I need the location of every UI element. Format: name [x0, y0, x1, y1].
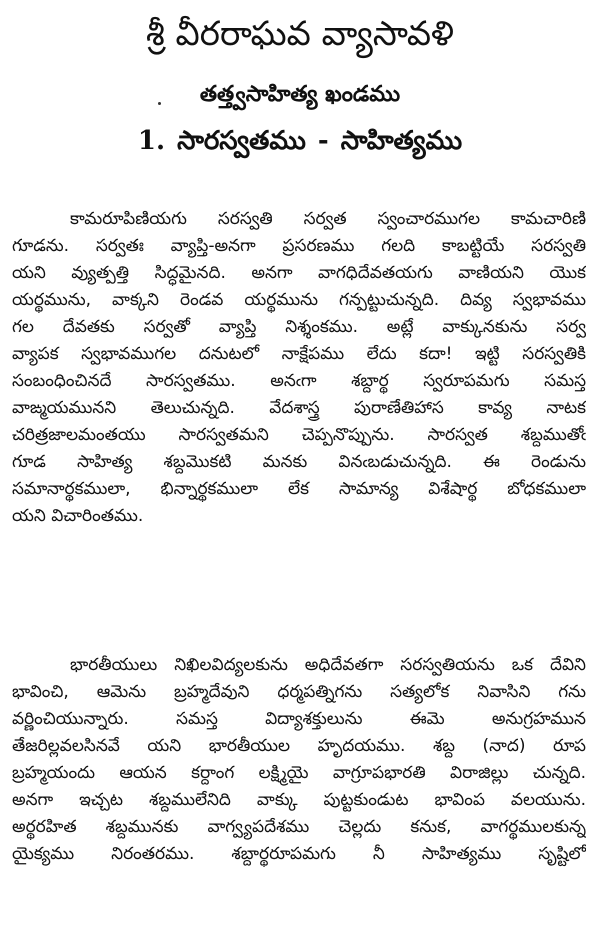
text-line: వర్ణించియున్నారు. సమస్త విద్యాశక్తులును ఈమె అనుగ్రహమున [12, 709, 586, 729]
text-line: భారతీయులు నిఖిలవిద్యలకును అధిదేవతగా సరస్వతియను ఒక దేవిని [70, 655, 586, 675]
paragraph-1 [12, 206, 586, 530]
chapter-title-left: సారస్వతము [177, 126, 306, 156]
chapter-heading [0, 122, 600, 160]
text-line: కామరూపిణియగు సరస్వతి సర్వత స్వంచారముగల కామచారిణి [70, 209, 586, 229]
text-line: సంబంధించినదే సారస్వతము. అనఁగా శబ్దార్థ స్వరూపమగు సమస్త [12, 371, 586, 391]
text-line: యర్థమును, వాక్కని రెండవ యర్థమును గన్పట్టుచున్నది. దివ్య స్వభావము [12, 290, 586, 310]
book-title: శ్రీ వీరరాఘవ వ్యాసావళి [146, 14, 454, 54]
chapter-title-right: సాహిత్యము [340, 126, 463, 156]
text-line: యని వ్యుత్పత్తి సిద్ధమైనది. అనగా వాగధిదేవతయగు వాణియని యొక [12, 263, 586, 283]
text-line: అర్థరహిత శబ్దమునకు వాగ్వ్యపదేశము చెల్లదు కనుక, వాగర్థములకున్న [12, 817, 586, 837]
text-line: అనగా ఇచ్చట శబ్దములేనిది వాక్కు పుట్టకుండుట భావింప వలయును. [12, 790, 586, 810]
text-line: గల దేవతకు సర్వతో వ్యాప్తి నిశ్శంకము. అట్లే వాక్కునకును సర్వ [12, 317, 586, 337]
chapter-separator: - [317, 126, 329, 156]
text-line: గూడ సాహిత్య శబ్దమొకటి మనకు వినఁబడుచున్నది. ఈ రెండును [12, 452, 586, 472]
text-line: తేజరిల్లవలసినవే యని భారతీయుల హృదయము. శబ్ద (నాద) రూప [12, 736, 586, 756]
chapter-number: 1. [137, 126, 166, 156]
text-line: గూడను. సర్వతః వ్యాప్తి-అనగా ప్రసరణము గలది కాబట్టియే సరస్వతి [12, 236, 586, 256]
text-line: వ్యాపక స్వభావముగల దనుటలో నాక్షేపము లేదు కదా! ఇట్టి సరస్వతికి [12, 344, 586, 364]
paragraph-2 [12, 652, 586, 868]
section-title: తత్త్వసాహిత్య ఖండము [199, 81, 401, 107]
text-line: బ్రహ్మయందు ఆయన కర్దాంగ లక్ష్మియై వాగ్రూపభారతి విరాజిల్లు చున్నది. [12, 763, 586, 783]
text-line: చరిత్రజాలమంతయు సారస్వతమని చెప్పనొప్పును. సారస్వత శబ్దముతోఁ [12, 425, 586, 445]
text-line: యని విచారింతము. [12, 506, 144, 526]
text-line: యైక్యము నిరంతరము. శబ్దార్థరూపమగు నీ సాహిత్యము సృష్టిలో [12, 844, 586, 864]
text-line: సమానార్థకములా, భిన్నార్థకములా లేక సామాన్య విశేషార్థ బోధకములా [12, 479, 586, 499]
print-speck [158, 102, 161, 105]
text-line: భావించి, ఆమెను బ్రహ్మదేవుని ధర్మపత్నిగను సత్యలోక నివాసిని గను [12, 682, 586, 702]
text-line: వాఙ్మయమునని తెలుచున్నది. వేదశాస్త్ర పురాణేతిహాస కావ్య నాటక [12, 398, 586, 418]
